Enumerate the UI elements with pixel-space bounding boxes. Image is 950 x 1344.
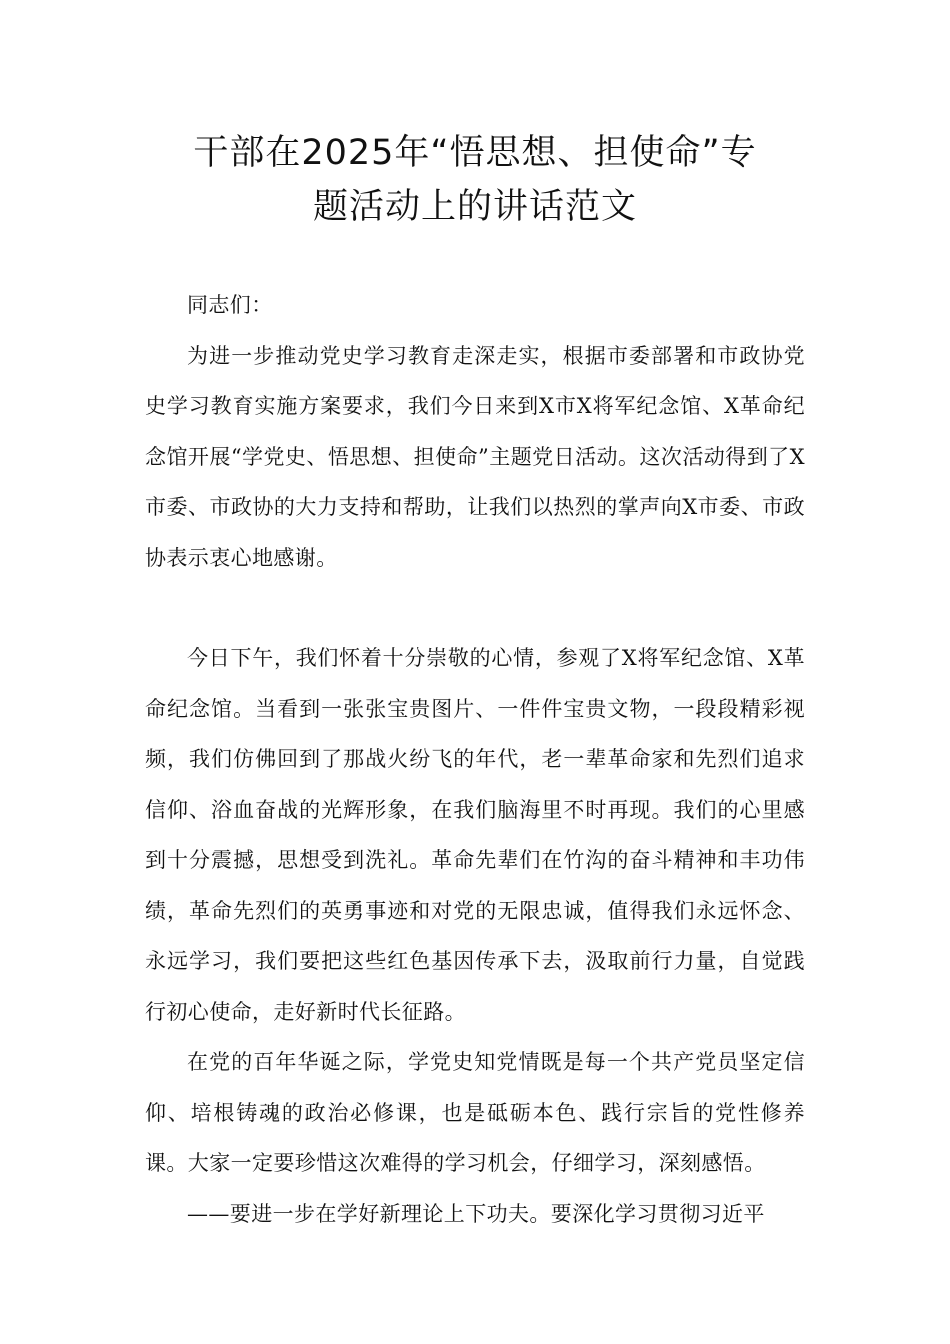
- paragraph-2: 今日下午，我们怀着十分崇敬的心情，参观了X将军纪念馆、X革命纪念馆。当看到一张张宝贵图片、一件件宝贵文物，一段段精彩视频，我们仿佛回到了那战火纷飞的年代，老一辈革命家和先烈们追求信仰、浴血奋战的光辉形象，在我们脑海里不时再现。我们的心里感到十分震撼，思想受到洗礼。革命先辈们在竹沟的奋斗精神和丰功伟绩，革命先烈们的英勇事迹和对党的无限忠诚，值得我们永远怀念、永远学习，我们要把这些红色基因传承下去，汲取前行力量，自觉践行初心使命，走好新时代长征路。: [145, 646, 805, 1024]
- document-title: [120, 126, 830, 234]
- salutation: 同志们：: [187, 293, 273, 317]
- title-line-2: 题活动上的讲话范文: [312, 187, 637, 227]
- paragraph-1: 为进一步推动党史学习教育走深走实，根据市委部署和市政协党史学习教育实施方案要求，我们今日来到X市X将军纪念馆、X革命纪念馆开展“学党史、悟思想、担使命”主题党日活动。这次活动得到了X市委、市政协的大力支持和帮助，让我们以热烈的掌声向X市委、市政协表示衷心地感谢。: [145, 343, 805, 570]
- title-line-1: 干部在2025年“悟思想、担使命”专: [193, 133, 757, 173]
- paragraph-4: ——要进一步在学好新理论上下功夫。要深化学习贯彻习近平: [187, 1201, 765, 1226]
- document-body: [145, 280, 805, 1239]
- paragraph-gap: [145, 583, 805, 633]
- paragraph-3: 在党的百年华诞之际，学党史知党情既是每一个共产党员坚定信仰、培根铸魂的政治必修课，也是砥砺本色、践行宗旨的党性修养课。大家一定要珍惜这次难得的学习机会，仔细学习，深刻感悟。: [145, 1050, 805, 1175]
